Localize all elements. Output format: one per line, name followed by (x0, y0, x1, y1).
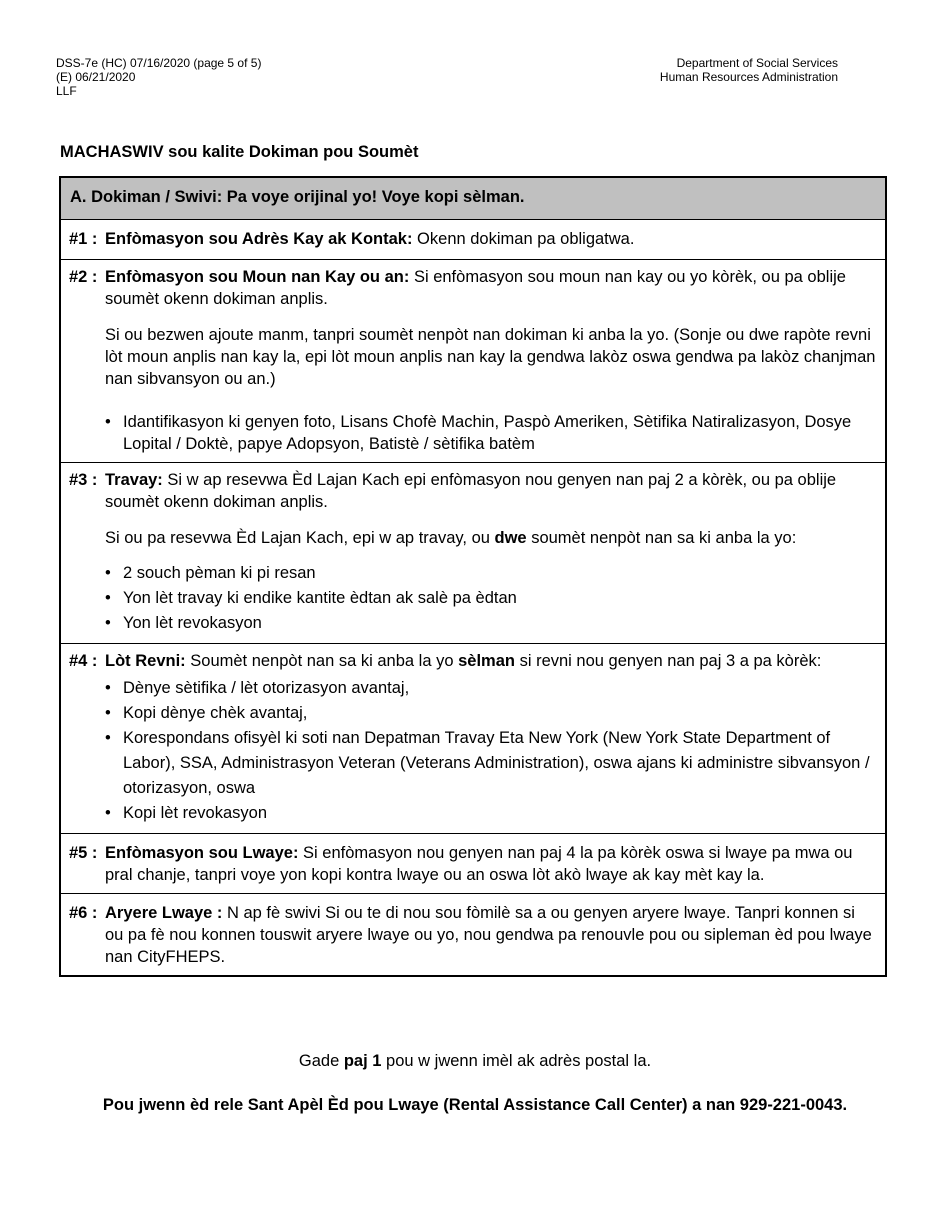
row-text: Si w ap resevwa Èd Lajan Kach epi enfòmasyon nou genyen nan paj 2 a kòrèk, ou pa oblije soumèt okenn dokiman anplis. (105, 471, 837, 511)
form-language-code: LLF (56, 84, 77, 98)
table-row-1 (61, 219, 885, 259)
row-label: Aryere Lwaye : (105, 904, 223, 922)
bullet-list (69, 676, 877, 826)
row-paragraph: Si ou bezwen ajoute manm, tanpri soumèt nenpòt nan dokiman ki anba la yo. (Sonje ou dwe rapòte revni lòt moun anplis nan kay la, epi lòt moun anplis nan kay la gendwa lakòz oswa gendwa pa lakòz chanjman nan sibvansyon ou an.) (105, 326, 876, 388)
footer-text: pou w jwenn imèl ak adrès postal la. (381, 1052, 652, 1070)
list-item: • Dènye sètifika / lèt otorizasyon avantaj, (123, 676, 877, 701)
footer-call-center: Pou jwenn èd rele Sant Apèl Èd pou Lwaye (Rental Assistance Call Center) a nan 929-221-0043. (102, 1096, 848, 1114)
bullet-list (69, 561, 877, 636)
row-label: Travay: (105, 471, 163, 489)
row-label: Enfòmasyon sou Lwaye: (105, 844, 299, 862)
table-row-2 (61, 259, 885, 462)
row-label: Enfòmasyon sou Adrès Kay ak Kontak: (105, 230, 413, 248)
row-number: #6 : (69, 904, 103, 922)
footer-text: Gade (298, 1052, 344, 1070)
row-number: #2 : (69, 268, 103, 286)
list-item: • Kopi lèt revokasyon (123, 801, 877, 826)
paragraph-text: Si ou pa resevwa Èd Lajan Kach, epi w ap travay, ou (105, 529, 495, 547)
table-row-6 (61, 893, 885, 975)
agency-block (660, 56, 838, 84)
row-number: #4 : (69, 652, 103, 670)
row-text: si revni nou genyen nan paj 3 a pa kòrèk: (514, 652, 822, 670)
bullet-list (69, 411, 877, 455)
row-text: Si enfòmasyon sou moun nan kay ou yo kòrèk, ou pa oblije soumèt okenn dokiman anplis. (105, 268, 846, 308)
row-label: Lòt Revni: (105, 652, 186, 670)
row-number: #1 : (69, 230, 103, 248)
footer-mailing-note (0, 1052, 950, 1071)
page-title: MACHASWIV sou kalite Dokiman pou Soumèt (60, 143, 419, 161)
row-label: Enfòmasyon sou Moun nan Kay ou an: (105, 268, 410, 286)
row-text: Soumèt nenpòt nan sa ki anba la yo (185, 652, 459, 670)
agency-department: Department of Social Services (676, 56, 838, 70)
table-heading: A. Dokiman / Swivi: Pa voye orijinal yo! Voye kopi sèlman. (61, 178, 885, 219)
row-paragraph (69, 527, 877, 549)
row-text: Okenn dokiman pa obligatwa. (412, 230, 635, 248)
documents-table (59, 176, 887, 977)
form-id-block (56, 56, 261, 98)
agency-administration: Human Resources Administration (659, 70, 838, 84)
row-number: #3 : (69, 471, 103, 489)
table-row-3 (61, 462, 885, 643)
paragraph-emphasis: dwe (494, 529, 527, 547)
row-text: Si enfòmasyon nou genyen nan paj 4 la pa kòrèk oswa si lwaye pa mwa ou pral chanje, tanpri voye yon kopi kontra lwaye ou an oswa lòt akò lwaye ak kay mèt kay la. (105, 844, 853, 884)
list-item: • Yon lèt travay ki endike kantite èdtan ak salè pa èdtan (123, 586, 877, 611)
table-row-4 (61, 643, 885, 833)
list-item: • Korespondans ofisyèl ki soti nan Depatman Travay Eta New York (New York State Department of Labor), SSA, Administrasyon Veteran (Veterans Administration), oswa ajans ki administre sibvansyon / otorizasyon, oswa (123, 726, 877, 801)
row-text: N ap fè swivi Si ou te di nou sou fòmilè sa a ou genyen aryere lwaye. Tanpri konnen si ou pa fè nou konnen touswit aryere lwaye ou yo, nou gendwa pa renouvle pou ou sipleman èd pou lwaye nan CityFHEPS. (105, 904, 872, 966)
paragraph-text: soumèt nenpòt nan sa ki anba la yo: (526, 529, 797, 547)
list-item: • Kopi dènye chèk avantaj, (123, 701, 877, 726)
list-item: • Idantifikasyon ki genyen foto, Lisans Chofè Machin, Paspò Ameriken, Sètifika Natiralizasyon, Dosye Lopital / Doktè, papye Adopsyon, Batistè / sètifika batèm (123, 411, 877, 455)
row-number: #5 : (69, 844, 103, 862)
list-item: • Yon lèt revokasyon (123, 611, 877, 636)
footer-page-reference: paj 1 (343, 1052, 382, 1070)
list-item: • 2 souch pèman ki pi resan (123, 561, 877, 586)
form-id-line: DSS-7e (HC) 07/16/2020 (page 5 of 5) (56, 56, 262, 70)
table-row-5 (61, 833, 885, 893)
form-edition-line: (E) 06/21/2020 (56, 70, 136, 84)
row-text-emphasis: sèlman (458, 652, 515, 670)
